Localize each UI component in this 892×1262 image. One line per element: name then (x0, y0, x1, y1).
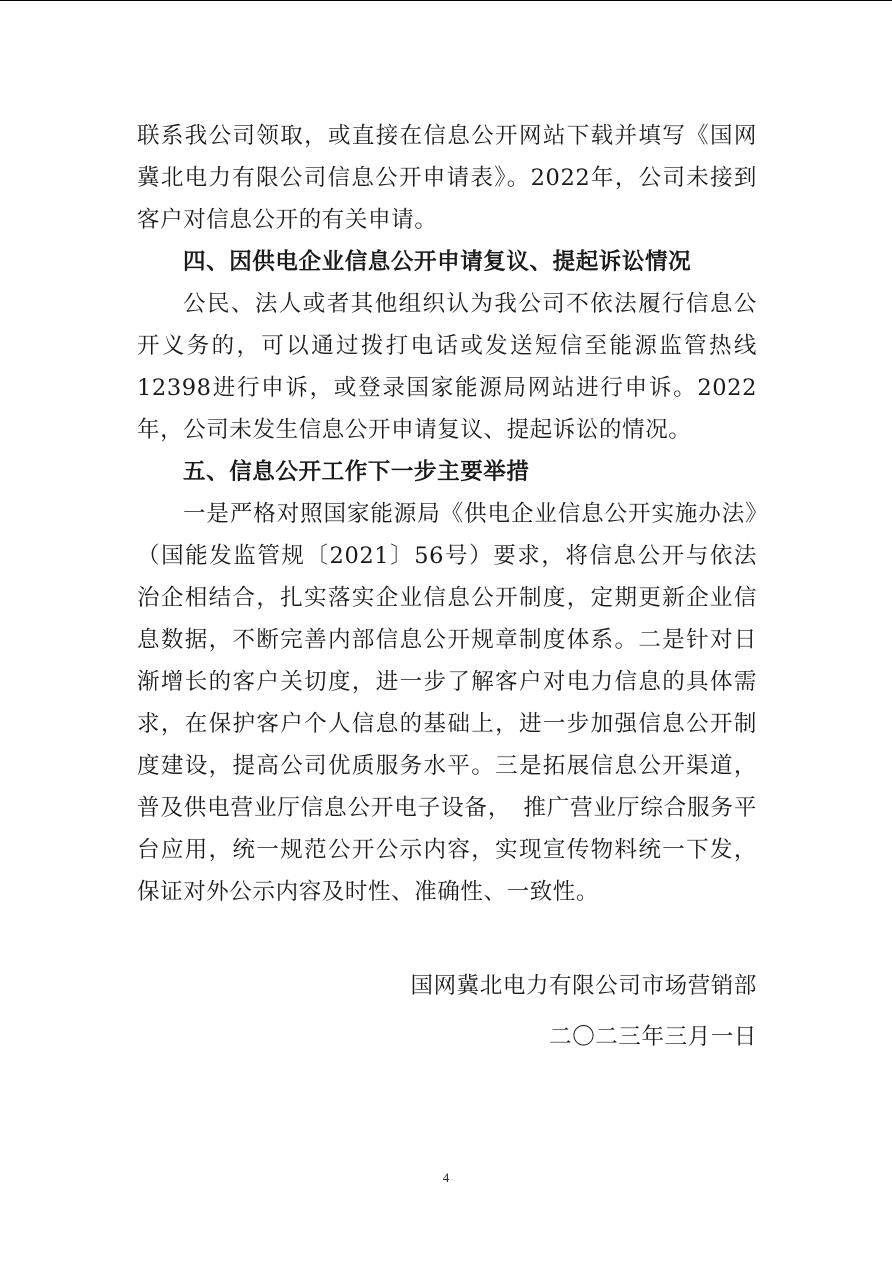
top-border-line (0, 0, 892, 1)
section-heading-4: 四、因供电企业信息公开申请复议、提起诉讼情况 (183, 249, 692, 275)
paragraph-next-steps: 一是严格对照国家能源局《供电企业信息公开实施办法》（国能发监管规〔2021〕56号）要求，将信息公开与依法治企相结合，扎实落实企业信息公开制度，定期更新企业信息数据，不断完善内部信息公开规章制度体系。二是针对日渐增长的客户关切度，进一步了解客户对电力信息的具体需求，在保护客户个人信息的基础上，进一步加强信息公开制度建设，提高公司优质服务水平。三是拓展信息公开渠道，普及供电营业厅信息公开电子设备， 推广营业厅综合服务平台应用，统一规范公开公示内容，实现宣传物料统一下发，保证对外公示内容及时性、准确性、一致性。 (137, 501, 757, 905)
signature-date: 二〇二三年三月一日 (549, 1024, 757, 1050)
signature-organization: 国网冀北电力有限公司市场营销部 (410, 973, 757, 999)
document-body (137, 115, 757, 913)
page-number: 4 (442, 1170, 450, 1185)
section-heading-5: 五、信息公开工作下一步主要举措 (183, 459, 530, 485)
paragraph-review-litigation: 公民、法人或者其他组织认为我公司不依法履行信息公开义务的，可以通过拨打电话或发送短信至能源监管热线12398进行申诉，或登录国家能源局网站进行申诉。2022年，公司未发生信息公开申请复议、提起诉讼的情况。 (137, 291, 757, 443)
paragraph-application-info: 联系我公司领取，或直接在信息公开网站下载并填写《国网冀北电力有限公司信息公开申请表》。2022年，公司未接到客户对信息公开的有关申请。 (137, 123, 757, 233)
